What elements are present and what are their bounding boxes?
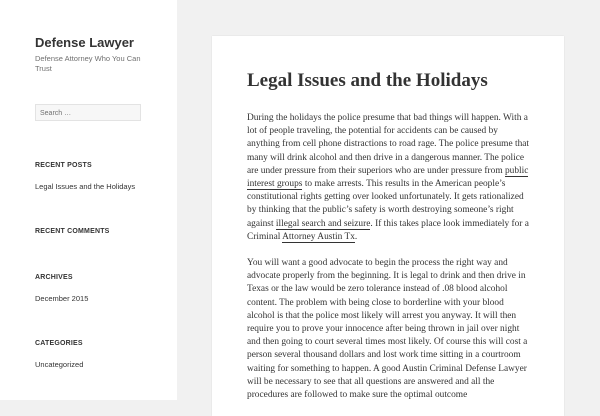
post-text: . bbox=[354, 231, 358, 242]
public-interest-groups-link[interactable]: public interest groups bbox=[247, 165, 529, 190]
recent-posts-heading: RECENT POSTS bbox=[35, 162, 92, 169]
attorney-austin-tx-link[interactable]: Attorney Austin Tx bbox=[282, 231, 355, 242]
post-article bbox=[212, 36, 564, 416]
sidebar bbox=[0, 0, 177, 400]
post-title[interactable]: Legal Issues and the Holidays bbox=[247, 70, 488, 91]
search-input[interactable]: Search … bbox=[35, 104, 141, 121]
site-title[interactable]: Defense Lawyer bbox=[35, 35, 134, 50]
post-text: During the holidays the police presume that bad things will happen. With a lot of people traveling, the potential for accidents can be caused by anything from cell phone distractions to road rage. The police presume that many will drink alcohol and then drive in a dangerous manner. The police are under pressure from their superiors who are under pressure from bbox=[247, 113, 530, 176]
post-text: . If this takes place look immediately for a Criminal bbox=[247, 218, 529, 242]
post-paragraph-1 bbox=[247, 112, 532, 244]
category-link[interactable]: Uncategorized bbox=[35, 360, 84, 369]
categories-heading: CATEGORIES bbox=[35, 340, 83, 347]
recent-post-link[interactable]: Legal Issues and the Holidays bbox=[35, 182, 136, 191]
illegal-search-and-seizure-link[interactable]: illegal search and seizure bbox=[275, 218, 371, 229]
post-content bbox=[247, 112, 532, 415]
site-description: Defense Attorney Who You Can Trust bbox=[35, 54, 141, 73]
recent-comments-heading: RECENT COMMENTS bbox=[35, 228, 110, 235]
post-text: to make arrests. This results in the American people’s constitutional rights getting over looked unfortunately. It gets rationalized by thinking that the public’s safety is worth destroying someone’s right against bbox=[247, 179, 524, 229]
archives-heading: ARCHIVES bbox=[35, 274, 73, 281]
archive-link[interactable]: December 2015 bbox=[35, 294, 89, 303]
post-paragraph-2: You will want a good advocate to begin the process the right way and advocate properly from the beginning. It is legal to drink and then drive in Texas or the law would be zero tolerance instead of .08 blood alcohol content. The problem with being close to borderline with your blood alcohol is that the police most likely will arrest you anyway. It will then require you to prove your innocence after being thrown in jail over night and then going to court several times most likely. Of course this will cost a person several thousand dollars and lost work time sitting in a courtroom waiting for something to happen. A good Austin Criminal Defense Lawyer will be necessary to see that all questions are answered and all the procedures are followed to make sure the optimal outcome bbox=[247, 258, 528, 401]
